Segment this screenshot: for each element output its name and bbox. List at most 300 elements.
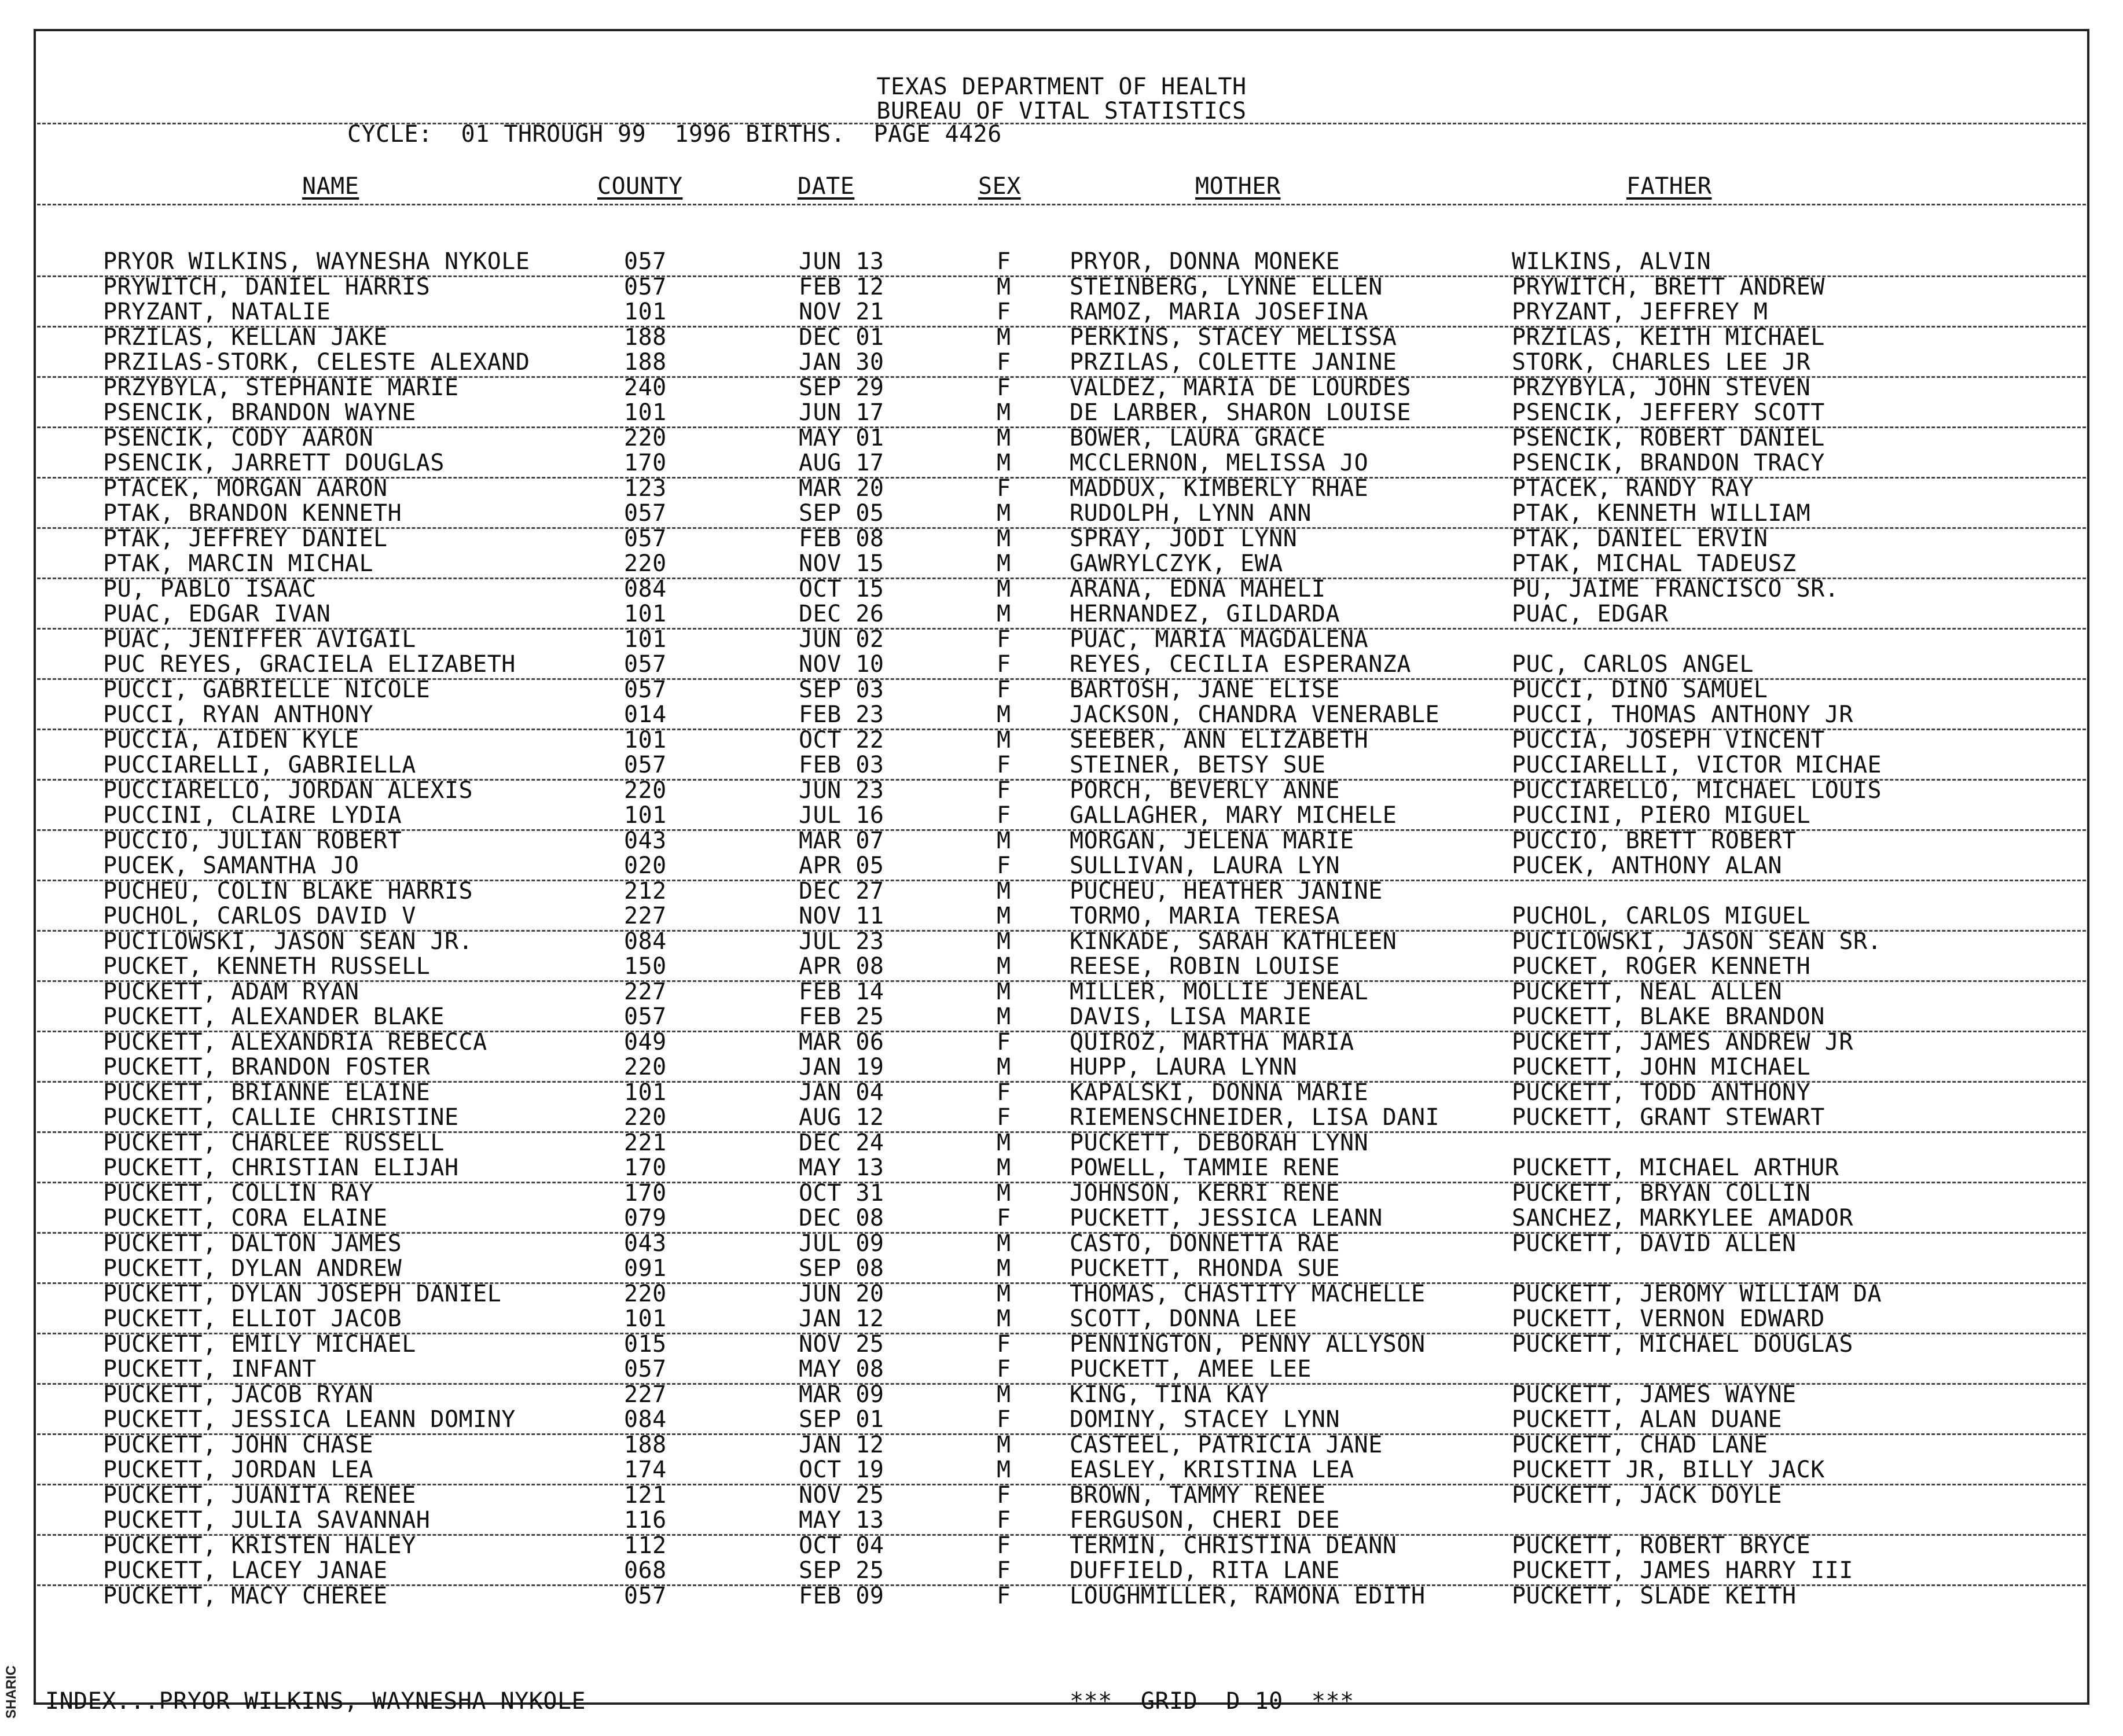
cell-county: 121	[624, 1481, 667, 1509]
cell-county: 043	[624, 827, 667, 854]
cell-name: PUCKETT, LACEY JANAE	[103, 1557, 388, 1584]
cell-date: JUL 23	[799, 928, 884, 955]
table-row	[0, 828, 2123, 854]
cell-name: PTAK, MARCIN MICHAL	[103, 550, 374, 577]
cell-county: 112	[624, 1532, 667, 1559]
cell-sex: F	[997, 852, 1011, 879]
cell-date: SEP 08	[799, 1255, 884, 1282]
cell-father: PUCKETT, MICHAEL ARTHUR	[1512, 1154, 1839, 1181]
cell-mother: STEINBERG, LYNNE ELLEN	[1070, 273, 1383, 300]
cell-name: PUCKETT, COLLIN RAY	[103, 1179, 374, 1207]
cell-sex: F	[997, 475, 1011, 502]
cell-name: PUCKETT, MACY CHEREE	[103, 1582, 388, 1609]
cell-date: FEB 23	[799, 701, 884, 728]
cell-sex: F	[997, 676, 1011, 703]
cell-name: PUCCI, GABRIELLE NICOLE	[103, 676, 431, 703]
cell-father: WILKINS, ALVIN	[1512, 248, 1711, 275]
table-row	[0, 1205, 2123, 1231]
cell-sex: M	[997, 450, 1011, 476]
cell-name: PUCCINI, CLAIRE LYDIA	[103, 802, 402, 829]
cell-date: MAY 13	[799, 1154, 884, 1181]
cell-name: PUCCIA, AIDEN KYLE	[103, 726, 359, 753]
cell-date: OCT 19	[799, 1457, 884, 1483]
cell-county: 227	[624, 978, 667, 1005]
cell-father: PUCCIARELLI, VICTOR MICHAE	[1512, 752, 1882, 778]
cell-father: PUCCI, THOMAS ANTHONY JR	[1512, 701, 1853, 728]
cell-date: SEP 05	[799, 500, 884, 527]
cell-sex: M	[997, 701, 1011, 728]
cell-father: PUCCI, DINO SAMUEL	[1512, 676, 1768, 703]
cell-mother: JOHNSON, KERRI RENE	[1070, 1179, 1340, 1207]
table-row	[0, 702, 2123, 727]
cell-name: PUCKETT, DYLAN ANDREW	[103, 1255, 402, 1282]
cell-name: PUCKETT, JESSICA LEANN DOMINY	[103, 1406, 516, 1433]
cell-mother: GAWRYLCZYK, EWA	[1070, 550, 1283, 577]
cell-name: PRZYBYLA, STEPHANIE MARIE	[103, 374, 459, 401]
cell-father: PUCKET, ROGER KENNETH	[1512, 953, 1811, 980]
cell-date: JUN 13	[799, 248, 884, 275]
cell-father: PUCKETT, VERNON EDWARD	[1512, 1305, 1825, 1332]
table-row	[0, 954, 2123, 979]
cell-name: PUCKETT, ADAM RYAN	[103, 978, 359, 1005]
cell-father: PUCKETT JR, BILLY JACK	[1512, 1457, 1825, 1483]
cell-mother: RUDOLPH, LYNN ANN	[1070, 500, 1312, 527]
cell-mother: MADDUX, KIMBERLY RHAE	[1070, 475, 1369, 502]
table-row	[0, 1583, 2123, 1609]
cell-name: PUCHOL, CARLOS DAVID V	[103, 903, 416, 929]
cell-name: PUCKETT, JORDAN LEA	[103, 1457, 374, 1483]
table-row	[0, 1180, 2123, 1206]
cell-sex: M	[997, 525, 1011, 552]
cell-sex: M	[997, 1305, 1011, 1332]
cell-mother: VALDEZ, MARIA DE LOURDES	[1070, 374, 1411, 401]
cell-date: MAY 08	[799, 1356, 884, 1382]
cell-father: PUCILOWSKI, JASON SEAN SR.	[1512, 928, 1882, 955]
cell-father: PUCCINI, PIERO MIGUEL	[1512, 802, 1811, 829]
cell-date: MAY 13	[799, 1507, 884, 1533]
cell-mother: TERMIN, CHRISTINA DEANN	[1070, 1532, 1397, 1559]
cell-mother: PUCKETT, JESSICA LEANN	[1070, 1205, 1383, 1231]
cell-sex: F	[997, 802, 1011, 829]
cell-sex: F	[997, 1582, 1011, 1609]
cell-sex: F	[997, 299, 1011, 325]
cell-mother: MORGAN, JELENA MARIE	[1070, 827, 1354, 854]
cell-father: PUCKETT, ALAN DUANE	[1512, 1406, 1783, 1433]
table-row	[0, 627, 2123, 652]
cell-county: 101	[624, 601, 667, 627]
cell-mother: BOWER, LAURA GRACE	[1070, 424, 1326, 451]
cell-sex: F	[997, 777, 1011, 804]
cell-county: 101	[624, 802, 667, 829]
header-department: TEXAS DEPARTMENT OF HEALTH	[876, 73, 1247, 100]
table-row	[0, 1004, 2123, 1029]
cell-county: 227	[624, 1381, 667, 1408]
cell-date: APR 08	[799, 953, 884, 980]
cell-sex: F	[997, 1028, 1011, 1055]
cell-mother: HUPP, LAURA LYNN	[1070, 1054, 1298, 1080]
cell-father: PRYZANT, JEFFREY M	[1512, 299, 1768, 325]
cell-name: PRZILAS, KELLAN JAKE	[103, 323, 388, 351]
cell-county: 049	[624, 1028, 667, 1055]
cell-date: JAN 12	[799, 1431, 884, 1458]
cell-sex: F	[997, 1104, 1011, 1131]
cell-county: 188	[624, 349, 667, 376]
cell-sex: F	[997, 1079, 1011, 1106]
cell-name: PUCKETT, INFANT	[103, 1356, 317, 1382]
cell-mother: GALLAGHER, MARY MICHELE	[1070, 802, 1397, 829]
cell-father: PUCKETT, TODD ANTHONY	[1512, 1079, 1811, 1106]
cell-sex: F	[997, 248, 1011, 275]
header-divider	[37, 123, 2086, 124]
table-row	[0, 1457, 2123, 1483]
cell-county: 079	[624, 1205, 667, 1231]
cell-county: 015	[624, 1330, 667, 1358]
table-row	[0, 752, 2123, 778]
cell-sex: F	[997, 374, 1011, 401]
cell-mother: PERKINS, STACEY MELISSA	[1070, 323, 1397, 351]
cell-mother: CASTO, DONNETTA RAE	[1070, 1230, 1340, 1257]
cell-county: 057	[624, 1582, 667, 1609]
cell-mother: PUAC, MARIA MAGDALENA	[1070, 626, 1369, 653]
cell-sex: M	[997, 1381, 1011, 1408]
cell-mother: CASTEEL, PATRICIA JANE	[1070, 1431, 1383, 1458]
table-row	[0, 476, 2123, 501]
cell-mother: STEINER, BETSY SUE	[1070, 752, 1326, 778]
column-header-date: DATE	[798, 173, 855, 200]
cell-name: PUCKETT, DYLAN JOSEPH DANIEL	[103, 1280, 502, 1307]
cell-date: DEC 26	[799, 601, 884, 627]
cell-mother: KAPALSKI, DONNA MARIE	[1070, 1079, 1369, 1106]
cell-father: PTAK, MICHAL TADEUSZ	[1512, 550, 1797, 577]
cell-date: MAR 06	[799, 1028, 884, 1055]
table-row	[0, 1306, 2123, 1332]
cell-father: PRZILAS, KEITH MICHAEL	[1512, 323, 1825, 351]
cell-date: SEP 03	[799, 676, 884, 703]
cell-name: PUCKETT, ELLIOT JACOB	[103, 1305, 402, 1332]
table-row	[0, 1155, 2123, 1180]
cell-county: 101	[624, 726, 667, 753]
cell-county: 057	[624, 651, 667, 678]
cell-county: 084	[624, 1406, 667, 1433]
cell-name: PUCKETT, JACOB RYAN	[103, 1381, 374, 1408]
cell-father: PUCKETT, MICHAEL DOUGLAS	[1512, 1330, 1853, 1358]
cell-date: MAR 07	[799, 827, 884, 854]
cell-name: PUCKETT, DALTON JAMES	[103, 1230, 402, 1257]
cell-mother: DAVIS, LISA MARIE	[1070, 1003, 1312, 1030]
header-cycle: CYCLE: 01 THROUGH 99 1996 BIRTHS. PAGE 4426	[347, 121, 1002, 148]
cell-mother: MILLER, MOLLIE JENEAL	[1070, 978, 1369, 1005]
table-row	[0, 526, 2123, 551]
cell-county: 057	[624, 500, 667, 527]
cell-county: 188	[624, 1431, 667, 1458]
cell-date: DEC 27	[799, 877, 884, 904]
cell-sex: M	[997, 1179, 1011, 1207]
cell-sex: M	[997, 601, 1011, 627]
cell-sex: F	[997, 1481, 1011, 1509]
cell-date: NOV 25	[799, 1330, 884, 1358]
cell-county: 068	[624, 1557, 667, 1584]
cell-sex: F	[997, 349, 1011, 376]
cell-mother: PENNINGTON, PENNY ALLYSON	[1070, 1330, 1426, 1358]
cell-date: SEP 29	[799, 374, 884, 401]
cell-sex: M	[997, 1457, 1011, 1483]
cell-county: 057	[624, 273, 667, 300]
cell-father: PUCCIO, BRETT ROBERT	[1512, 827, 1797, 854]
column-header-mother: MOTHER	[1195, 173, 1281, 200]
cell-mother: PUCKETT, AMEE LEE	[1070, 1356, 1312, 1382]
cell-date: SEP 25	[799, 1557, 884, 1584]
cell-county: 220	[624, 1104, 667, 1131]
table-row	[0, 1407, 2123, 1432]
table-row	[0, 1332, 2123, 1357]
cell-name: PUCCIO, JULIAN ROBERT	[103, 827, 402, 854]
cell-father: PTAK, KENNETH WILLIAM	[1512, 500, 1811, 527]
table-row	[0, 274, 2123, 300]
cell-county: 057	[624, 676, 667, 703]
cell-father: PUCKETT, GRANT STEWART	[1512, 1104, 1825, 1131]
cell-mother: POWELL, TAMMIE RENE	[1070, 1154, 1340, 1181]
table-row	[0, 601, 2123, 627]
cell-sex: M	[997, 978, 1011, 1005]
table-row	[0, 1281, 2123, 1307]
cell-date: OCT 22	[799, 726, 884, 753]
cell-name: PUCKET, KENNETH RUSSELL	[103, 953, 431, 980]
cell-sex: M	[997, 1129, 1011, 1156]
cell-county: 057	[624, 1003, 667, 1030]
table-row	[0, 1558, 2123, 1583]
cell-name: PUCKETT, CHRISTIAN ELIJAH	[103, 1154, 459, 1181]
cell-mother: DUFFIELD, RITA LANE	[1070, 1557, 1340, 1584]
cell-date: JUL 09	[799, 1230, 884, 1257]
table-row	[0, 375, 2123, 400]
cell-mother: RIEMENSCHNEIDER, LISA DANI	[1070, 1104, 1440, 1131]
cell-date: JUL 16	[799, 802, 884, 829]
cell-name: PSENCIK, CODY AARON	[103, 424, 374, 451]
cell-date: FEB 14	[799, 978, 884, 1005]
column-header-father: FATHER	[1626, 173, 1712, 200]
table-row	[0, 1483, 2123, 1508]
cell-father: PRZYBYLA, JOHN STEVEN	[1512, 374, 1811, 401]
cell-name: PUCKETT, ALEXANDRIA REBECCA	[103, 1028, 487, 1055]
cell-name: PUC REYES, GRACIELA ELIZABETH	[103, 651, 516, 678]
cell-father: PUCKETT, JACK DOYLE	[1512, 1481, 1783, 1509]
cell-date: JUN 02	[799, 626, 884, 653]
cell-father: PUCKETT, DAVID ALLEN	[1512, 1230, 1797, 1257]
table-row	[0, 1432, 2123, 1458]
cell-father: PUCEK, ANTHONY ALAN	[1512, 852, 1783, 879]
cell-county: 174	[624, 1457, 667, 1483]
cell-date: JAN 04	[799, 1079, 884, 1106]
cell-mother: PUCHEU, HEATHER JANINE	[1070, 877, 1383, 904]
cell-county: 101	[624, 1079, 667, 1106]
side-label-text: SHARIC	[3, 1665, 19, 1719]
cell-mother: KING, TINA KAY	[1070, 1381, 1269, 1408]
cell-date: MAR 20	[799, 475, 884, 502]
cell-mother: FERGUSON, CHERI DEE	[1070, 1507, 1340, 1533]
cell-county: 057	[624, 752, 667, 778]
cell-sex: M	[997, 1280, 1011, 1307]
table-row	[0, 1382, 2123, 1407]
cell-date: OCT 15	[799, 575, 884, 602]
side-label	[0, 1667, 23, 1736]
footer-index: INDEX...PRYOR WILKINS, WAYNESHA NYKOLE	[45, 1688, 586, 1715]
column-header-sex: SEX	[978, 173, 1021, 200]
birth-records-table	[0, 249, 2123, 1608]
cell-county: 188	[624, 323, 667, 351]
table-row	[0, 425, 2123, 451]
column-header-divider	[37, 204, 2086, 205]
footer-grid: *** GRID D 10 ***	[1070, 1688, 1354, 1715]
cell-date: JAN 12	[799, 1305, 884, 1332]
table-row	[0, 1507, 2123, 1533]
cell-name: PU, PABLO ISAAC	[103, 575, 317, 602]
cell-mother: PUCKETT, DEBORAH LYNN	[1070, 1129, 1369, 1156]
cell-mother: ARANA, EDNA MAHELI	[1070, 575, 1326, 602]
cell-county: 101	[624, 399, 667, 426]
cell-father: PTAK, DANIEL ERVIN	[1512, 525, 1768, 552]
cell-date: FEB 03	[799, 752, 884, 778]
cell-father: PRYWITCH, BRETT ANDREW	[1512, 273, 1825, 300]
cell-county: 170	[624, 1179, 667, 1207]
cell-sex: F	[997, 651, 1011, 678]
cell-father: PUCKETT, JAMES ANDREW JR	[1512, 1028, 1853, 1055]
table-row	[0, 249, 2123, 274]
cell-county: 150	[624, 953, 667, 980]
cell-sex: M	[997, 575, 1011, 602]
cell-name: PUCEK, SAMANTHA JO	[103, 852, 359, 879]
cell-father: PUCKETT, JOHN MICHAEL	[1512, 1054, 1811, 1080]
table-row	[0, 1080, 2123, 1105]
cell-county: 212	[624, 877, 667, 904]
cell-father: PUCKETT, NEAL ALLEN	[1512, 978, 1783, 1005]
cell-father: PUCKETT, BRYAN COLLIN	[1512, 1179, 1811, 1207]
cell-date: JUN 20	[799, 1280, 884, 1307]
cell-mother: TORMO, MARIA TERESA	[1070, 903, 1340, 929]
cell-sex: F	[997, 1406, 1011, 1433]
cell-name: PUAC, EDGAR IVAN	[103, 601, 331, 627]
cell-father: PU, JAIME FRANCISCO SR.	[1512, 575, 1839, 602]
table-row	[0, 677, 2123, 703]
cell-county: 123	[624, 475, 667, 502]
cell-name: PTAK, JEFFREY DANIEL	[103, 525, 388, 552]
cell-father: PUCHOL, CARLOS MIGUEL	[1512, 903, 1811, 929]
cell-sex: M	[997, 1003, 1011, 1030]
cell-sex: F	[997, 1507, 1011, 1533]
table-row	[0, 1231, 2123, 1256]
cell-sex: M	[997, 1230, 1011, 1257]
cell-mother: SCOTT, DONNA LEE	[1070, 1305, 1298, 1332]
cell-sex: M	[997, 399, 1011, 426]
cell-father: PUCKETT, BLAKE BRANDON	[1512, 1003, 1825, 1030]
cell-mother: HERNANDEZ, GILDARDA	[1070, 601, 1340, 627]
cell-sex: M	[997, 1431, 1011, 1458]
cell-mother: REYES, CECILIA ESPERANZA	[1070, 651, 1411, 678]
cell-name: PUCKETT, EMILY MICHAEL	[103, 1330, 416, 1358]
cell-name: PUCKETT, CHARLEE RUSSELL	[103, 1129, 445, 1156]
cell-county: 057	[624, 525, 667, 552]
table-row	[0, 652, 2123, 677]
column-header-county: COUNTY	[597, 173, 683, 200]
cell-mother: PORCH, BEVERLY ANNE	[1070, 777, 1340, 804]
cell-date: NOV 15	[799, 550, 884, 577]
cell-mother: SEEBER, ANN ELIZABETH	[1070, 726, 1369, 753]
cell-name: PUCHEU, COLIN BLAKE HARRIS	[103, 877, 473, 904]
cell-name: PRZILAS-STORK, CELESTE ALEXAND	[103, 349, 530, 376]
cell-county: 101	[624, 299, 667, 325]
cell-sex: M	[997, 424, 1011, 451]
table-row	[0, 853, 2123, 878]
cell-county: 020	[624, 852, 667, 879]
table-row	[0, 1105, 2123, 1130]
cell-date: APR 05	[799, 852, 884, 879]
cell-name: PUCKETT, KRISTEN HALEY	[103, 1532, 416, 1559]
cell-sex: F	[997, 752, 1011, 778]
cell-father: PUCCIA, JOSEPH VINCENT	[1512, 726, 1825, 753]
cell-name: PUCKETT, JUANITA RENEE	[103, 1481, 416, 1509]
cell-sex: M	[997, 726, 1011, 753]
cell-sex: F	[997, 1557, 1011, 1584]
cell-date: NOV 11	[799, 903, 884, 929]
cell-date: SEP 01	[799, 1406, 884, 1433]
cell-county: 170	[624, 1154, 667, 1181]
cell-county: 101	[624, 1305, 667, 1332]
cell-sex: F	[997, 1205, 1011, 1231]
table-row	[0, 299, 2123, 325]
cell-mother: BROWN, TAMMY RENEE	[1070, 1481, 1326, 1509]
table-row	[0, 576, 2123, 602]
cell-date: DEC 24	[799, 1129, 884, 1156]
cell-county: 014	[624, 701, 667, 728]
cell-sex: M	[997, 827, 1011, 854]
cell-county: 240	[624, 374, 667, 401]
cell-father: PUC, CARLOS ANGEL	[1512, 651, 1754, 678]
cell-name: PUCKETT, JOHN CHASE	[103, 1431, 374, 1458]
cell-father: PUCKETT, JEROMY WILLIAM DA	[1512, 1280, 1882, 1307]
column-header-name: NAME	[302, 173, 359, 200]
table-row	[0, 1533, 2123, 1558]
cell-county: 084	[624, 928, 667, 955]
cell-name: PUCKETT, ALEXANDER BLAKE	[103, 1003, 445, 1030]
cell-mother: SPRAY, JODI LYNN	[1070, 525, 1298, 552]
cell-county: 227	[624, 903, 667, 929]
cell-date: DEC 01	[799, 323, 884, 351]
cell-sex: M	[997, 1255, 1011, 1282]
table-row	[0, 450, 2123, 476]
cell-mother: BARTOSH, JANE ELISE	[1070, 676, 1340, 703]
cell-mother: RAMOZ, MARIA JOSEFINA	[1070, 299, 1369, 325]
cell-mother: DE LARBER, SHARON LOUISE	[1070, 399, 1411, 426]
cell-county: 057	[624, 1356, 667, 1382]
cell-date: FEB 09	[799, 1582, 884, 1609]
cell-mother: LOUGHMILLER, RAMONA EDITH	[1070, 1582, 1426, 1609]
cell-mother: QUIROZ, MARTHA MARIA	[1070, 1028, 1354, 1055]
cell-date: JUN 17	[799, 399, 884, 426]
cell-father: PUCKETT, CHAD LANE	[1512, 1431, 1768, 1458]
cell-date: NOV 21	[799, 299, 884, 325]
cell-date: NOV 10	[799, 651, 884, 678]
table-row	[0, 1130, 2123, 1156]
cell-name: PRYZANT, NATALIE	[103, 299, 331, 325]
cell-sex: M	[997, 1054, 1011, 1080]
cell-name: PUCKETT, CORA ELAINE	[103, 1205, 388, 1231]
cell-sex: M	[997, 953, 1011, 980]
table-row	[0, 878, 2123, 904]
cell-date: JUN 23	[799, 777, 884, 804]
table-row	[0, 1256, 2123, 1281]
cell-sex: F	[997, 626, 1011, 653]
cell-father: PUCKETT, JAMES WAYNE	[1512, 1381, 1797, 1408]
cell-name: PUCCI, RYAN ANTHONY	[103, 701, 374, 728]
